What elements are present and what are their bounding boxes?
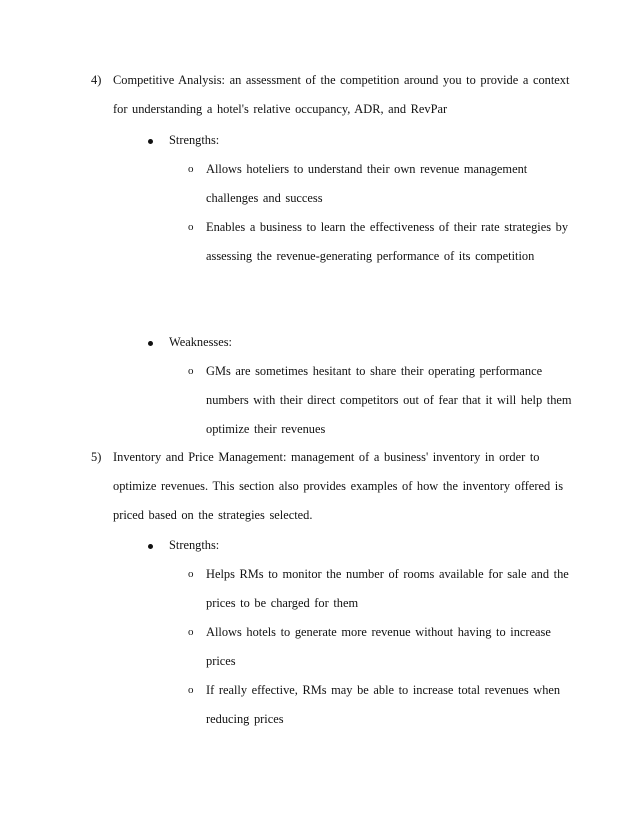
group-label: Strengths: [169,133,220,147]
circle-bullet-icon: o [188,365,194,377]
circle-bullet-icon: o [188,221,194,233]
list-item-line: challenges and success [206,191,323,205]
list-item-line: optimize their revenues [206,422,326,436]
section-heading-line: Competitive Analysis: an assessment of the competition around you to provide a context [113,73,570,87]
group-label: Strengths: [169,538,220,552]
circle-bullet-icon: o [188,626,194,638]
bullet-dot-icon [148,341,153,346]
section-number: 4) [91,73,102,87]
list-item-line: numbers with their direct competitors out of fear that it will help them [206,393,572,407]
list-item-line: Helps RMs to monitor the number of rooms available for sale and the [206,567,569,581]
circle-bullet-icon: o [188,163,194,175]
list-item-line: reducing prices [206,712,284,726]
list-item-line: prices [206,654,236,668]
bullet-dot-icon [148,544,153,549]
list-item-line: Allows hotels to generate more revenue without having to increase [206,625,551,639]
section-heading-line: priced based on the strategies selected. [113,508,313,522]
section-heading-line: optimize revenues. This section also provides examples of how the inventory offered is [113,479,564,493]
section-number: 5) [91,450,102,464]
section-heading-line: Inventory and Price Management: management of a business' inventory in order to [113,450,540,464]
list-item-line: Enables a business to learn the effectiveness of their rate strategies by [206,220,569,234]
list-item-line: assessing the revenue-generating performance of its competition [206,249,535,263]
section-heading-line: for understanding a hotel's relative occupancy, ADR, and RevPar [113,102,448,116]
list-item-line: GMs are sometimes hesitant to share their operating performance [206,364,543,378]
circle-bullet-icon: o [188,684,194,696]
list-item-line: If really effective, RMs may be able to increase total revenues when [206,683,561,697]
group-label: Weaknesses: [169,335,232,349]
list-item-line: Allows hoteliers to understand their own revenue management [206,162,528,176]
list-item-line: prices to be charged for them [206,596,359,610]
circle-bullet-icon: o [188,568,194,580]
bullet-dot-icon [148,139,153,144]
